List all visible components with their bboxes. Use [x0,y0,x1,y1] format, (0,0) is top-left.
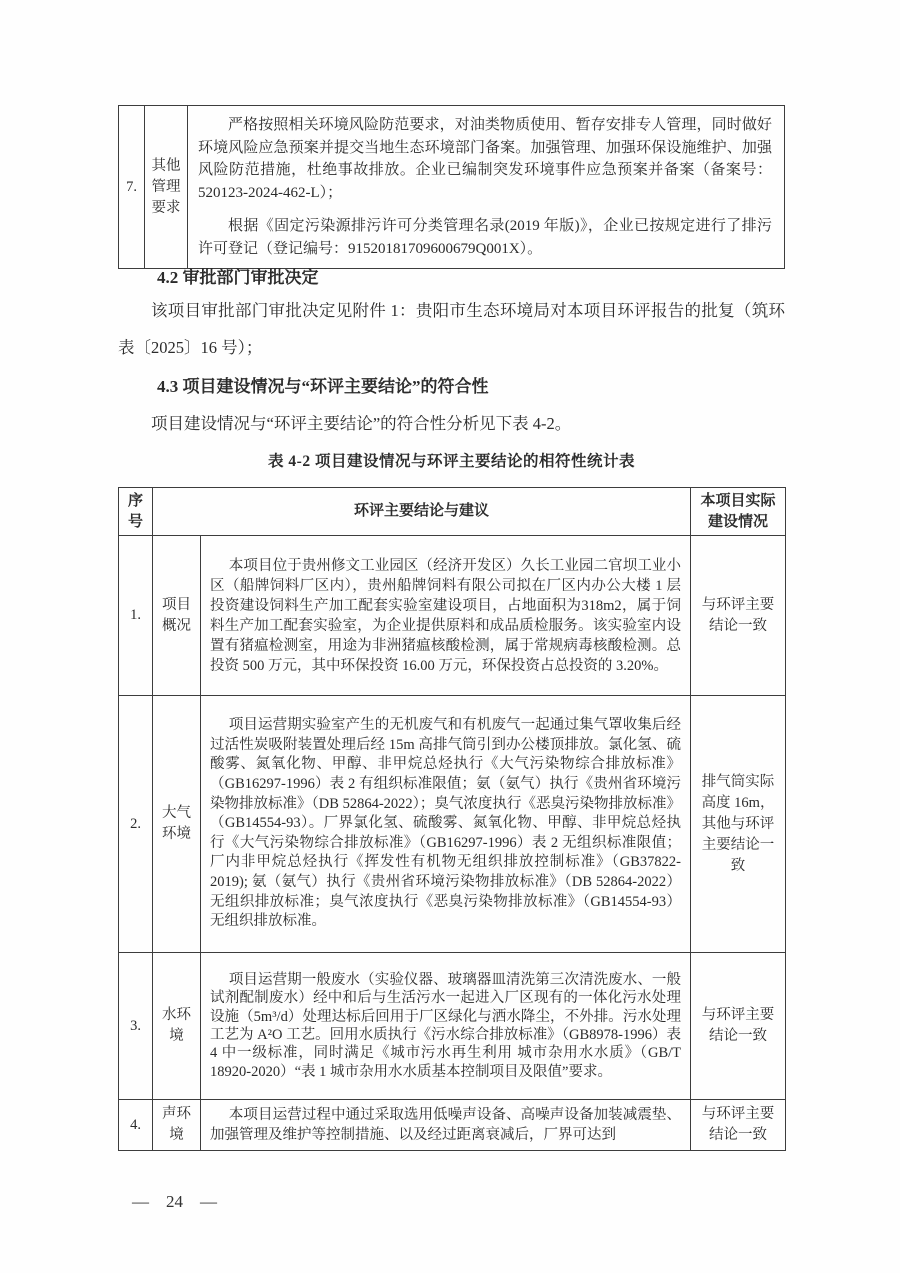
table-row [119,106,785,269]
row-status-cell: 排气筒实际高度 16m，其他与环评主要结论一致 [691,696,786,953]
row-index-cell: 3. [119,953,153,1100]
row-category-cell: 其他管理要求 [145,106,188,269]
page-footer [132,1192,217,1212]
row-category-cell: 声环境 [153,1100,201,1151]
row-index-cell: 1. [119,536,153,696]
row-status-cell: 与环评主要结论一致 [691,536,786,696]
table-row [119,536,786,696]
row-content-paragraph: 严格按照相关环境风险防范要求，对油类物质使用、暂存安排专人管理，同时做好环境风险应急预案并提交当地生态环境部门备案。加强管理、加强环保设施维护、加强风险防范措施，杜绝事故排放。企业已编制突发环境事件应急预案并备案（备案号：520123-2024-462-L）； [198,117,772,201]
page-number: 24 [166,1192,183,1211]
row-content-paragraph: 项目运营期实验室产生的无机废气和有机废气一起通过集气罩收集后经过活性炭吸附装置处理后经 15m 高排气筒引到办公楼顶排放。氯化氢、硫酸雾、氮氧化物、甲醇、非甲烷总烃执行《大气污染物综合排放标准》（GB16297-1996）表 2 有组织标准限值；氨（氨气）执行《贵州省环境污染物排放标准》（DB 52864-2022）；臭气浓度执行《恶臭污染物排放标准》（GB14554-93）。厂界氯化氢、硫酸雾、氮氧化物、甲醇、非甲烷总烃执行《大气污染物综合排放标准》（GB16297-1996）表 2 无组织标准限值；厂内非甲烷总烃执行《挥发性有机物无组织排放控制标准》（GB37822-2019); 氨（氨气）执行《贵州省环境污染物排放标准》（DB 52864-2022）无组织排放标准；臭气浓度执行《恶臭污染物排放标准》（GB14554-93）无组织排放标准。 [210,717,682,930]
section-heading-4-2: 4.2 审批部门审批决定 [157,268,319,287]
row-category-cell: 大气环境 [153,696,201,953]
row-content-paragraph: 本项目运营过程中通过采取选用低噪声设备、高噪声设备加装减震垫、加强管理及维护等控制措施、以及经过距离衰减后，厂界可达到 [210,1107,682,1143]
row-status-cell: 与环评主要结论一致 [691,953,786,1100]
row-content-cell [188,106,785,269]
continuation-table [118,105,785,269]
section-heading-4-3: 4.3 项目建设情况与“环评主要结论”的符合性 [157,377,489,396]
footer-dash-left: — [132,1192,149,1211]
row-index-cell: 7. [119,106,145,269]
row-content-cell [201,953,691,1100]
row-content-cell [201,1100,691,1151]
row-category-cell: 水环境 [153,953,201,1100]
row-content-paragraph: 根据《固定污染源排污许可分类管理名录(2019 年版)》，企业已按规定进行了排污许可登记（登记编号：91520181709600679Q001X）。 [198,218,772,257]
compliance-table [118,487,786,1151]
header-actual: 本项目实际建设情况 [691,488,786,536]
section-paragraph-4-3: 项目建设情况与“环评主要结论”的符合性分析见下表 4-2。 [151,414,572,433]
row-content-cell [201,696,691,953]
header-index: 序号 [119,488,153,536]
table-row [119,1100,786,1151]
row-content-paragraph: 项目运营期一般废水（实验仪器、玻璃器皿清洗第三次清洗废水、一般试剂配制废水）经中和后与生活污水一起进入厂区现有的一体化污水处理设施（5m³/d）处理达标后回用于厂区绿化与洒水降尘，不外排。污水处理工艺为 A²O 工艺。回用水质执行《污水综合排放标准》（GB8978-1996）表 4 中一级标准，同时满足《城市污水再生利用 城市杂用水水质》（GB/T 18920-2020）“表 1 城市杂用水水质基本控制项目及限值”要求。 [210,971,682,1080]
row-status-cell: 与环评主要结论一致 [691,1100,786,1151]
table-row [119,953,786,1100]
row-category-cell: 项目概况 [153,536,201,696]
row-index-cell: 2. [119,696,153,953]
table-caption: 表 4-2 项目建设情况与环评主要结论的相符性统计表 [268,453,635,470]
table-row [119,696,786,953]
row-index-cell: 4. [119,1100,153,1151]
row-content-paragraph: 本项目位于贵州修文工业园区（经济开发区）久长工业园二官坝工业小区（船牌饲料厂区内），贵州船牌饲料有限公司拟在厂区内办公大楼 1 层投资建设饲料生产加工配套实验室建设项目，占地面积为318m2，属于饲料生产加工配套实验室，为企业提供原料和成品质检服务。该实验室内设置有猪瘟检测室，用途为非洲猪瘟核酸检测，属于常规病毒核酸检测。总投资 500 万元，其中环保投资 16.00 万元，环保投资占总投资的 3.20%。 [210,557,682,674]
footer-dash-right: — [200,1192,217,1211]
header-conclusion: 环评主要结论与建议 [153,488,691,536]
row-content-cell [201,536,691,696]
section-paragraph-4-2: 该项目审批部门审批决定见附件 1：贵阳市生态环境局对本项目环评报告的批复（筑环表〔2025〕16 号）； [118,301,785,357]
table-header-row [119,488,786,536]
